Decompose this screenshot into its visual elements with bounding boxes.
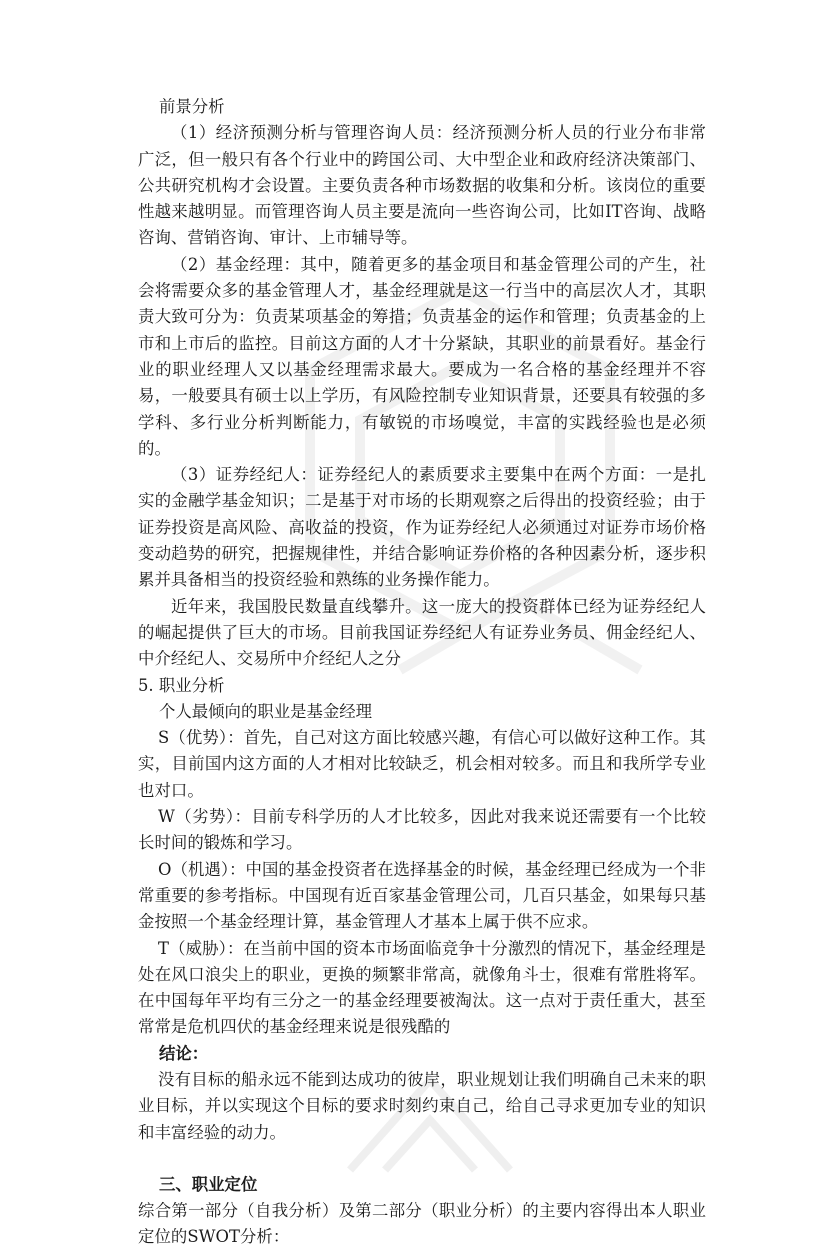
paragraph-economic-forecast: （1）经济预测分析与管理咨询人员：经济预测分析人员的行业分布非常广泛，但一般只有各个行业中的跨国公司、大中型企业和政府经济决策部门、公共研究机构才会设置。主要负责各种市场数据的收集和分析。该岗位的重要性越来越明显。而管理咨询人员主要是流向一些咨询公司，比如IT咨询、战略咨询、营销咨询、审计、上市辅导等。 <box>138 123 706 248</box>
conclusion-heading: 结论： <box>159 1043 209 1063</box>
swot-opportunities: O（机遇）：中国的基金投资者在选择基金的时候，基金经理已经成为一个非常重要的参考指标。中国现有近百家基金管理公司，几百只基金，如果每只基金按照一个基金经理计算，基金管理人才基本上属于供不应求。 <box>138 859 706 932</box>
section-three-heading: 三、职业定位 <box>159 1174 258 1194</box>
document-page <box>138 94 706 1251</box>
paragraph-recent-years: 近年来，我国股民数量直线攀升。这一庞大的投资群体已经为证券经纪人的崛起提供了巨大的市场。目前我国证券经纪人有证券业务员、佣金经纪人、中介经纪人、交易所中介经纪人之分 <box>138 596 706 669</box>
section-three-text: 综合第一部分（自我分析）及第二部分（职业分析）的主要内容得出本人职业定位的SWOT分析： <box>138 1201 706 1247</box>
swot-strengths: S（优势）：首先，自己对这方面比较感兴趣，有信心可以做好这种工作。其实，目前国内这方面的人才相对比较缺乏，机会相对较多。而且和我所学专业也对口。 <box>138 728 706 800</box>
paragraph-securities-broker: （3）证券经纪人：证券经纪人的素质要求主要集中在两个方面：一是扎实的金融学基金知识；二是基于对市场的长期观察之后得出的投资经验；由于证券投资是高风险、高收益的投资，作为证券经纪人必须通过对证券市场价格变动趋势的研究，把握规律性，并结合影响证券价格的各种因素分析，逐步积累并具备相当的投资经验和熟练的业务操作能力。 <box>138 465 706 590</box>
swot-weaknesses: W（劣势）：目前专科学历的人才比较多，因此对我来说还需要有一个比较长时间的锻炼和学习。 <box>138 807 706 853</box>
favorite-career: 个人最倾向的职业是基金经理 <box>159 701 373 721</box>
prospect-heading: 前景分析 <box>159 97 225 116</box>
career-analysis-heading: 5. 职业分析 <box>138 675 225 695</box>
swot-threats: T（威胁）：在当前中国的资本市场面临竞争十分激烈的情况下，基金经理是处在风口浪尖上的职业，更换的频繁非常高，就像角斗士，很难有常胜将军。在中国每年平均有三分之一的基金经理要被淘汰。这一点对于责任重大，甚至常常是危机四伏的基金经理来说是很残酷的 <box>138 938 706 1037</box>
paragraph-fund-manager: （2）基金经理：其中，随着更多的基金项目和基金管理公司的产生，社会将需要众多的基金管理人才，基金经理就是这一行当中的高层次人才，其职责大致可分为：负责某项基金的筹措；负责基金的运作和管理；负责基金的上市和上市后的监控。目前这方面的人才十分紧缺，其职业的前景看好。基金行业的职业经理人又以基金经理需求最大。要成为一名合格的基金经理并不容易，一般要具有硕士以上学历，有风险控制专业知识背景，还要具有较强的多学科、多行业分析判断能力，有敏锐的市场嗅觉，丰富的实践经验也是必须的。 <box>138 254 706 458</box>
conclusion-text: 没有目标的船永远不能到达成功的彼岸，职业规划让我们明确自己未来的职业目标，并以实现这个目标的要求时刻约束自己，给自己寻求更加专业的知识和丰富经验的动力。 <box>138 1069 706 1142</box>
